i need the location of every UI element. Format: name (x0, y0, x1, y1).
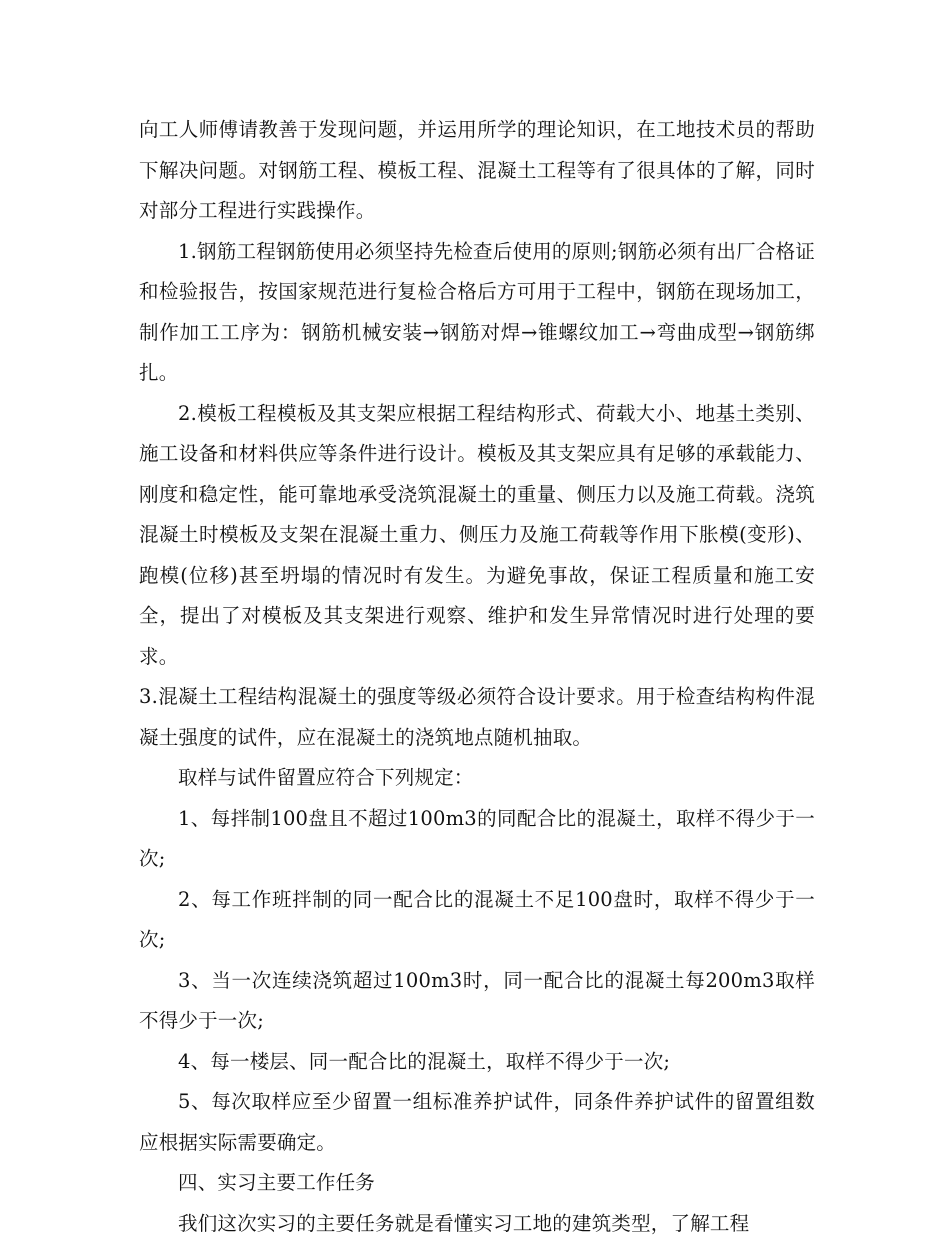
section-heading-tasks: 四、实习主要工作任务 (139, 1163, 815, 1204)
paragraph-concrete: 3.混凝土工程结构混凝土的强度等级必须符合设计要求。用于检查结构构件混凝土强度的试件，应在混凝土的浇筑地点随机抽取。 (139, 677, 815, 758)
list-item-sampling-5: 5、每次取样应至少留置一组标准养护试件，同条件养护试件的留置组数应根据实际需要确定。 (139, 1082, 815, 1163)
list-item-sampling-3: 3、当一次连续浇筑超过100m3时，同一配合比的混凝土每200m3取样不得少于一次; (139, 961, 815, 1042)
paragraph-sampling-intro: 取样与试件留置应符合下列规定： (139, 758, 815, 799)
paragraph-rebar: 1.钢筋工程钢筋使用必须坚持先检查后使用的原则;钢筋必须有出厂合格证和检验报告，按国家规范进行复检合格后方可用于工程中，钢筋在现场加工，制作加工工序为：钢筋机械安装→钢筋对焊→锥螺纹加工→弯曲成型→钢筋绑扎。 (139, 232, 815, 394)
paragraph-tasks: 我们这次实习的主要任务就是看懂实习工地的建筑类型，了解工程 (139, 1204, 815, 1244)
document-body (139, 110, 815, 1244)
paragraph-formwork: 2.模板工程模板及其支架应根据工程结构形式、荷载大小、地基土类别、施工设备和材料供应等条件进行设计。模板及其支架应具有足够的承载能力、刚度和稳定性，能可靠地承受浇筑混凝土的重量、侧压力以及施工荷载。浇筑混凝土时模板及支架在混凝土重力、侧压力及施工荷载等作用下胀模(变形)、跑模(位移)甚至坍塌的情况时有发生。为避免事故，保证工程质量和施工安全，提出了对模板及其支架进行观察、维护和发生异常情况时进行处理的要求。 (139, 394, 815, 678)
list-item-sampling-4: 4、每一楼层、同一配合比的混凝土，取样不得少于一次; (139, 1042, 815, 1083)
paragraph-intro: 向工人师傅请教善于发现问题，并运用所学的理论知识，在工地技术员的帮助下解决问题。对钢筋工程、模板工程、混凝土工程等有了很具体的了解，同时对部分工程进行实践操作。 (139, 110, 815, 232)
list-item-sampling-2: 2、每工作班拌制的同一配合比的混凝土不足100盘时，取样不得少于一次; (139, 880, 815, 961)
list-item-sampling-1: 1、每拌制100盘且不超过100m3的同配合比的混凝土，取样不得少于一次; (139, 799, 815, 880)
